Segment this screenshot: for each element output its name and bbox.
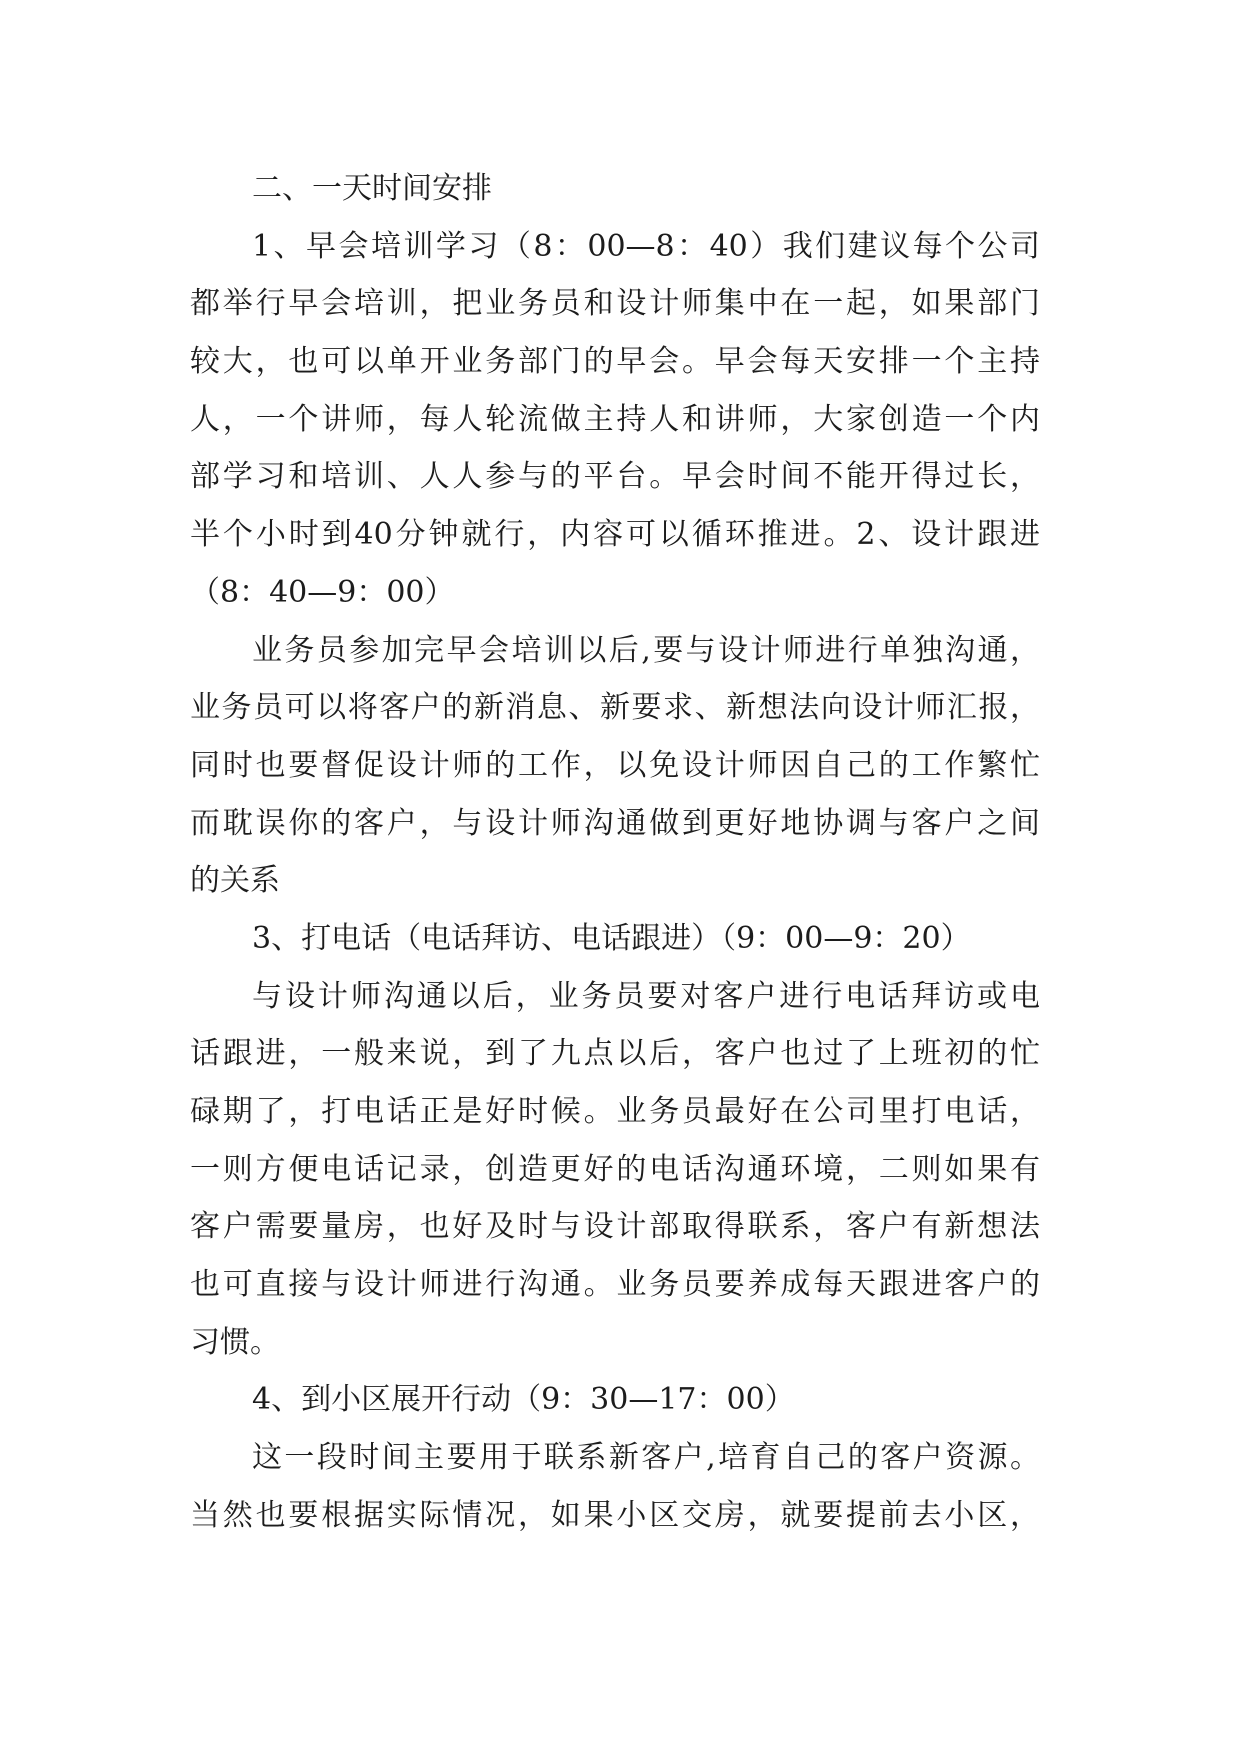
body-text-line: 话跟进，一般来说，到了九点以后，客户也过了上班初的忙 [190,1036,1040,1072]
body-text-line: 都举行早会培训，把业务员和设计师集中在一起，如果部门 [190,286,1040,322]
body-text-line: 的关系 [190,863,280,899]
body-text-line: 客户需要量房，也好及时与设计部取得联系，客户有新想法 [190,1209,1040,1245]
body-text-line: 人，一个讲师，每人轮流做主持人和讲师，大家创造一个内 [190,401,1040,437]
body-text-line: 习惯。 [190,1324,280,1360]
body-text-line: 半个小时到40分钟就行，内容可以循环推进。2、设计跟进 [190,517,1040,553]
body-text-line: 3、打电话（电话拜访、电话跟进）（9：00—9：20） [252,920,971,956]
body-text-line: 部学习和培训、人人参与的平台。早会时间不能开得过长， [190,459,1040,495]
body-text-line: 4、到小区展开行动（9：30—17：00） [252,1382,795,1418]
section-heading: 二、一天时间安排 [252,171,492,206]
body-text-line: 1、早会培训学习（8：00—8：40）我们建议每个公司 [252,228,1040,264]
body-text-line: 当然也要根据实际情况，如果小区交房，就要提前去小区， [190,1497,1040,1533]
document-body [190,160,1040,1545]
body-text-line: 这一段时间主要用于联系新客户,培育自己的客户资源。 [252,1440,1040,1476]
body-text-line: 较大，也可以单开业务部门的早会。早会每天安排一个主持 [190,344,1040,380]
body-text-line: 也可直接与设计师进行沟通。业务员要养成每天跟进客户的 [190,1267,1040,1303]
body-text-line: 而耽误你的客户，与设计师沟通做到更好地协调与客户之间 [190,805,1040,841]
body-text-line: （8：40—9：00） [190,574,455,610]
body-text-line: 碌期了，打电话正是好时候。业务员最好在公司里打电话， [190,1094,1040,1129]
body-text-line: 业务员可以将客户的新消息、新要求、新想法向设计师汇报， [190,690,1040,726]
body-text-line: 业务员参加完早会培训以后,要与设计师进行单独沟通， [252,632,1040,668]
body-text-line: 一则方便电话记录，创造更好的电话沟通环境，二则如果有 [190,1151,1040,1187]
body-text-line: 同时也要督促设计师的工作，以免设计师因自己的工作繁忙 [190,747,1040,783]
body-text-line: 与设计师沟通以后，业务员要对客户进行电话拜访或电 [252,978,1040,1014]
